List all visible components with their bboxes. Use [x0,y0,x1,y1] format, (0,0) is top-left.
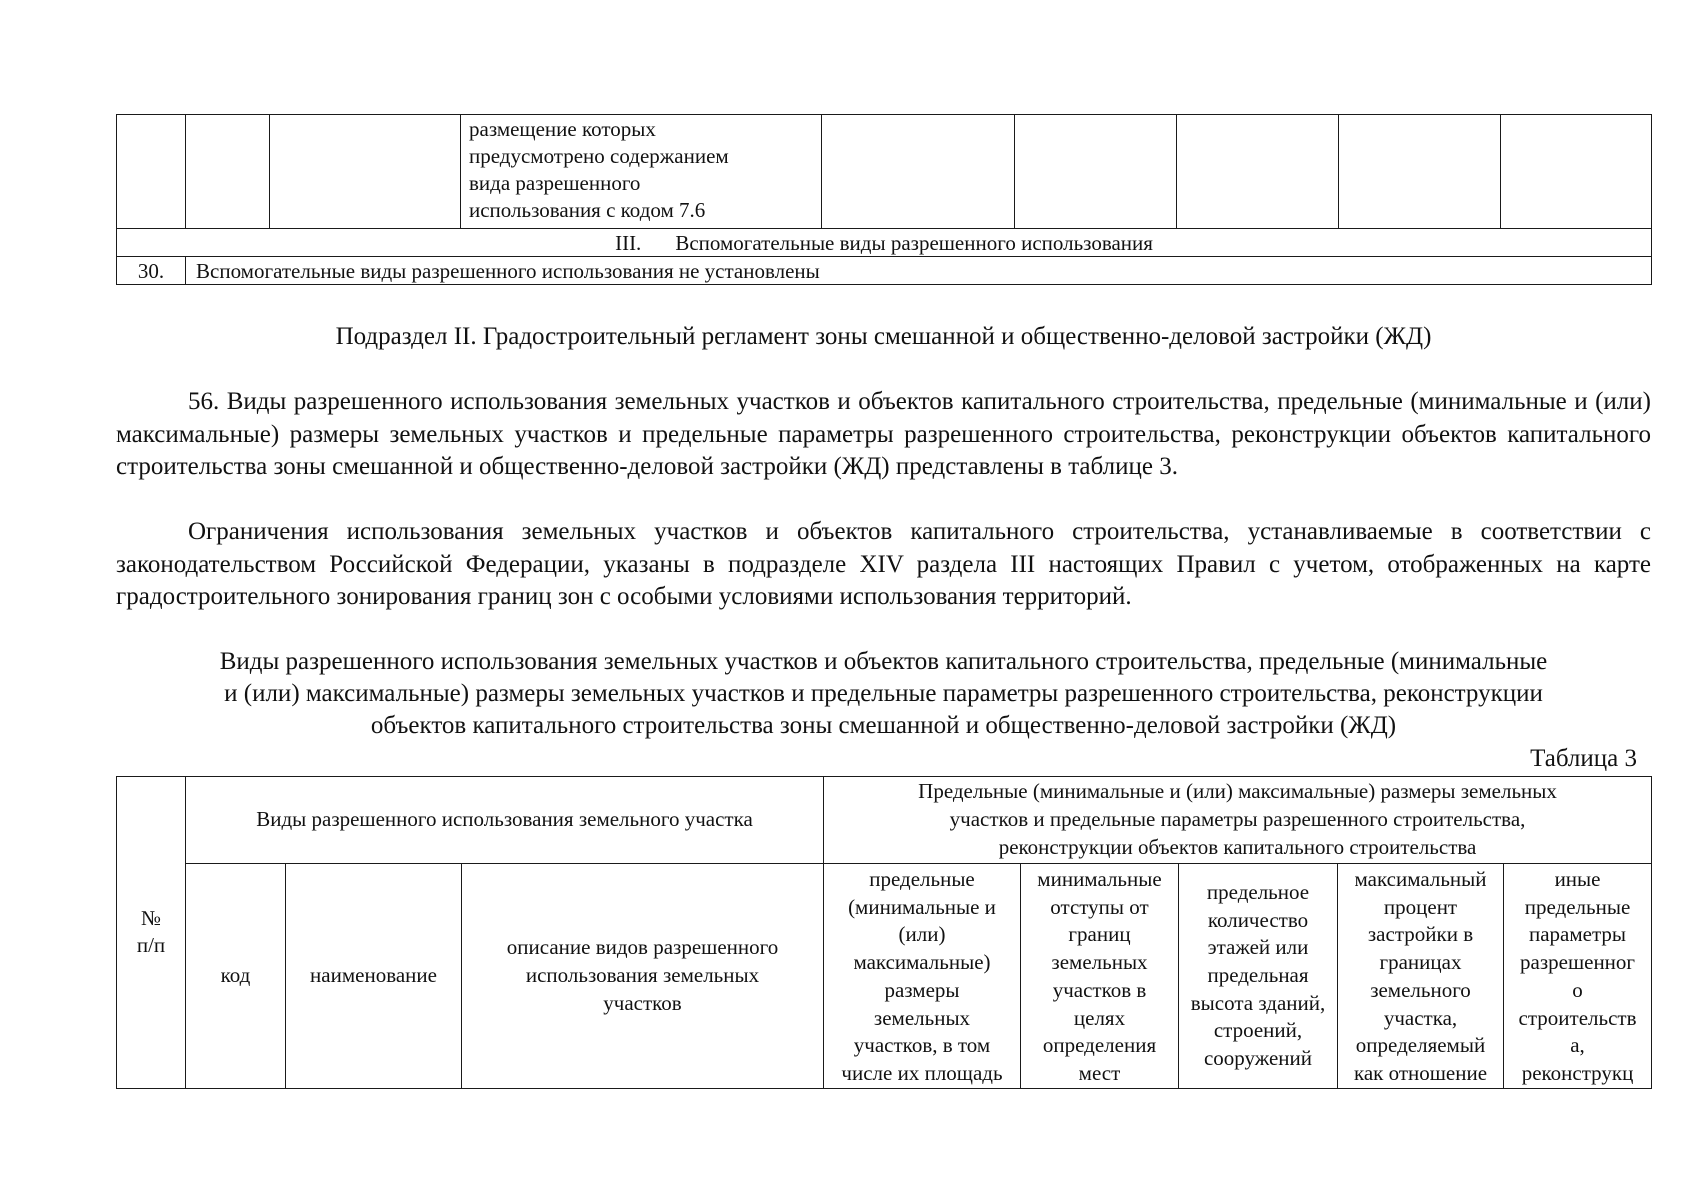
empty-cell [117,115,186,229]
header-line: процент [1383,894,1458,919]
header-row-1 [117,777,1652,864]
header-description [462,864,824,1089]
header-line: этажей или [1207,935,1309,960]
header-line: а, [1570,1033,1585,1058]
empty-cell [186,115,270,229]
description-line: размещение которых [469,117,656,141]
header-line: участка, [1383,1005,1458,1030]
subsection-title: Подраздел II. Градостроительный регламент зоны смешанной и общественно-деловой застройки (ЖД) [335,323,1432,350]
caption-line: Виды разрешенного использования земельных участков и объектов капитального строительства, предельные (минимальные [219,648,1548,675]
header-line: земельных [1051,950,1148,975]
header-line: размеры [884,977,960,1002]
header-plot-sizes [824,864,1021,1089]
header-line: границах [1379,950,1462,975]
header-num-line: № [140,905,162,930]
header-code: код [186,864,286,1089]
header-line: описание видов разрешенного [506,935,779,960]
header-line: определения [1042,1033,1157,1058]
header-line: участков, в том [853,1033,991,1058]
continued-table [116,114,1652,285]
header-line: мест [1078,1060,1121,1085]
header-line: участков в [1052,977,1147,1002]
header-num [117,777,186,1089]
empty-cell [1501,115,1652,229]
header-line: о [1572,977,1583,1002]
empty-cell [270,115,461,229]
paragraph-56: 56. Виды разрешенного использования земельных участков и объектов капитального строительства, предельные (минимальные и (или) максимальные) размеры земельных участков и предельные параметры разрешенного строительства, реконструкции объектов капитального строительства зоны смешанной и общественно-деловой застройки (ЖД) представлены в таблице 3. [116,388,1651,480]
description-line: предусмотрено содержанием [469,144,729,168]
section-header-cell [117,229,1652,257]
row-number: 30. [117,257,186,285]
header-num-line: п/п [136,933,166,958]
caption-line: объектов капитального строительства зоны смешанной и общественно-деловой застройки (ЖД) [370,712,1397,739]
table-caption [116,646,1651,742]
section-header-row [117,229,1652,257]
header-line: использования земельных [525,962,760,987]
header-line: застройки в [1367,922,1474,947]
header-line: предельное [1206,879,1310,904]
continued-row [117,115,1652,229]
header-line: земельных [873,1005,971,1030]
header-line: как отношение [1353,1060,1488,1085]
paragraph-restrictions: Ограничения использования земельных участков и объектов капитального строительства, устанавливаемые в соответствии с законодательством Российской Федерации, указаны в подразделе XIV раздела III настоящих Правил с учетом, отображенных на карте градостроительного зонирования границ зон с особыми условиями использования территорий. [116,518,1651,610]
header-line: максимальные) [853,950,991,975]
header-line: (или) [898,922,946,947]
header-row-2 [117,864,1652,1089]
description-line: использования с кодом 7.6 [469,198,706,222]
header-line: количество [1207,907,1309,932]
header-line: параметры [1529,922,1627,947]
header-group-line: участков и предельные параметры разрешенного строительства, [949,807,1526,832]
empty-cell [1015,115,1177,229]
header-line: земельного [1370,977,1471,1002]
section-title: Вспомогательные виды разрешенного использования [675,230,1153,255]
table-row [117,257,1652,285]
table-label: Таблица 3 [1530,745,1637,772]
continued-description-cell [461,115,822,229]
description-line: вида разрешенного [469,171,641,195]
header-line: реконструкц [1521,1060,1634,1085]
header-line: отступы от [1050,894,1149,919]
header-line: предельная [1207,962,1309,987]
header-line: числе их площадь [841,1060,1003,1085]
header-line: определяемый [1355,1033,1486,1058]
header-group-permitted-uses: Виды разрешенного использования земельного участка [186,777,824,864]
header-line: максимальный [1354,867,1487,891]
header-line: предельные [869,867,975,891]
empty-cell [822,115,1015,229]
header-line: (минимальные и [848,894,996,919]
header-group-limits [824,777,1652,864]
header-line: строений, [1213,1018,1303,1043]
header-line: границ [1068,922,1131,947]
header-line: участков [603,990,682,1015]
header-name: наименование [286,864,462,1089]
header-line: иные [1554,867,1601,891]
row-text: Вспомогательные виды разрешенного использования не установлены [186,257,1652,285]
caption-line: и (или) максимальные) размеры земельных участков и предельные параметры разрешенного строительства, реконструкции [224,680,1543,707]
header-line: строительств [1518,1005,1637,1030]
section-roman: III. [615,230,642,255]
empty-cell [1177,115,1339,229]
header-build-percent [1338,864,1504,1089]
header-group-line: Предельные (минимальные и (или) максимальные) размеры земельных [918,779,1557,804]
header-setbacks [1021,864,1179,1089]
empty-cell [1339,115,1501,229]
header-line: разрешенног [1520,950,1636,975]
header-other-params [1504,864,1652,1089]
header-line: сооружений [1203,1046,1313,1071]
header-line: высота зданий, [1190,990,1326,1015]
header-group-line: реконструкции объектов капитального строительства [998,834,1477,859]
header-line: предельные [1524,894,1631,919]
header-floors [1179,864,1338,1089]
header-line: минимальные [1037,867,1162,891]
header-line: целях [1073,1005,1126,1030]
main-table [116,776,1652,1089]
